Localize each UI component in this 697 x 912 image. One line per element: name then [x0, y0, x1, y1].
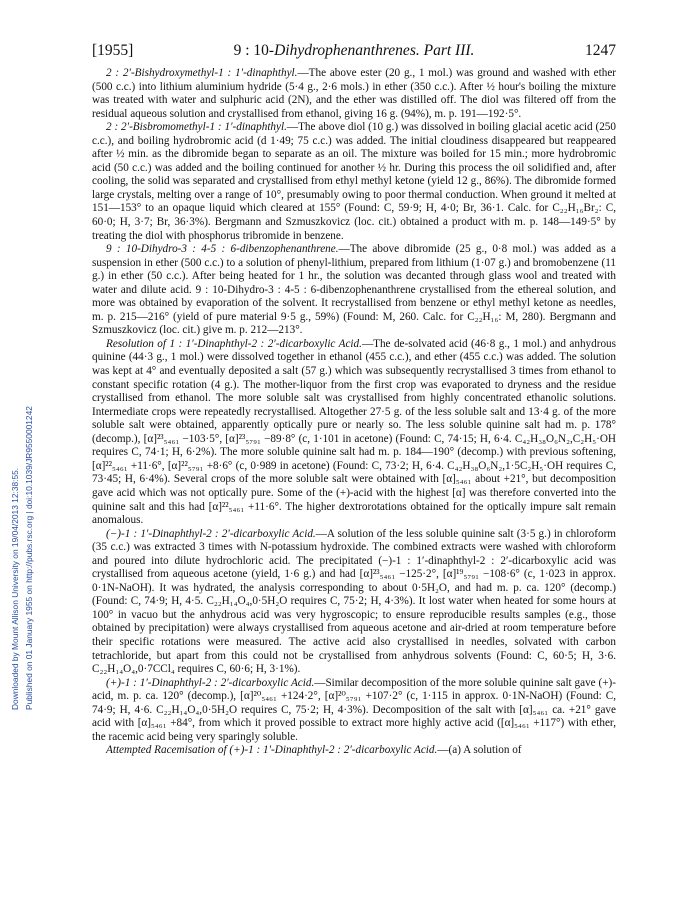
- paragraph-bisbromomethyl: [92, 121, 616, 243]
- section-heading: (+)-1 : 1′-Dinaphthyl-2 : 2′-dicarboxylic Acid.: [106, 676, 315, 689]
- running-title: [92, 41, 616, 61]
- paragraph-text: —Similar decomposition of the more soluble quinine salt gave (+)-acid, m. p. ca. 120° (decomp.), [α]²⁰₅₄₆₁ +124·2°, [α]²⁰₅₇₉₁ +107·2° (c, 1·115 in approx. 0·1N-NaOH) (Found: C, 74·9; H, 4·6. C₂₂H₁₄O₄,0·5H₂O requires C, 75·2; H, 4·3%). Decomposition of the salt with [α]₅₄₆₁ ca. +21° gave acid with [α]₅₄₆₁ +84°, from which it proved possible to extract more highly active acid ([α]₅₄₆₁ +117°) with ether, the racemic acid being very sparingly soluble.: [92, 676, 616, 743]
- paragraph-resolution: [92, 338, 616, 528]
- title-prefix: 9 : 10-: [233, 42, 275, 59]
- paragraph-dibenzophenanthrene: [92, 243, 616, 338]
- paragraph-bishydroxymethyl: [92, 67, 616, 121]
- paragraph-text: —(a) A solution of: [437, 744, 522, 757]
- page-number: 1247: [585, 42, 616, 59]
- paragraph-text: —The de-solvated acid (46·8 g., 1 mol.) and anhydrous quinine (44·3 g., 1 mol.) were dissolved together in ethanol (455 c.c.), and ether (455 c.c.) was added. The solution was kept at 4° and eventually deposited a salt (57 g.) which was subsequently recrystallised 3 times from ethanol to constant specific rotation (4 g.). The mother-liquor from the first crop was evaporated to dryness and the residue crystallised from ethanol. The more soluble salt was crystallised from highly concentrated ethanolic solutions. Intermediate crops were repeatedly recrystallised. Altogether 27·5 g. of the less soluble salt and 13·4 g. of the more soluble salt were obtained, apparently optically pure or nearly so. The less soluble quinine salt had m. p. 178° (decomp.), [α]²³₅₄₆₁ −103·5°, [α]²³₅₇₉₁ −89·8° (c, 1·101 in acetone) (Found: C, 74·15; H, 6·4. C₄₂H₃₈O₆N₂,C₂H₅·OH requires C, 74·1; H, 6·2%). The more soluble quinine salt had m. p. 184—190° (decomp.) with previous softening, [α]²²₅₄₆₁ +11·6°, [α]²²₅₇₉₁ +8·6° (c, 0·989 in acetone) (Found: C, 73·2; H, 6·4. C₄₂H₃₈O₆N₂,1·5C₂H₅·OH requires C, 73·45; H, 6·4%). Several crops of the more soluble salt were obtained with [α]₅₄₆₁ about +21°, but decomposition gave acid which was not optically pure. Some of the (+)-acid with the highest [α] was therefore converted into the quinine salt and this had [α]²²₅₄₆₁ +11·6°. The higher dextrorotations obtained for the optically impure salt remain anomalous.: [92, 337, 616, 527]
- paragraph-plus-acid: [92, 677, 616, 745]
- section-heading: 9 : 10-Dihydro-3 : 4-5 : 6-dibenzophenanthrene.: [106, 243, 339, 256]
- section-heading: Attempted Racemisation of (+)-1 : 1′-Dinaphthyl-2 : 2′-dicarboxylic Acid.: [106, 744, 438, 757]
- running-header: [92, 41, 616, 61]
- download-sidebar: [4, 150, 38, 710]
- section-heading: 2 : 2′-Bishydroxymethyl-1 : 1′-dinaphthyl.: [106, 67, 298, 79]
- paragraph-racemisation: [92, 744, 616, 758]
- download-info: Downloaded by Mount Allison University on 19/04/2013 12:38:55.: [10, 467, 20, 710]
- paragraph-text: —A solution of the less soluble quinine salt (3·5 g.) in chloroform (35 c.c.) was extracted 3 times with N-potassium hydroxide. The combined extracts were washed with chloroform and poured into dilute hydrochloric acid. The precipitated (−)-1 : 1′-dinaphthyl-2 : 2′-dicarboxylic acid was crystallised from aqueous acetone (yield, 1·6 g.) and had [α]²³₅₄₆₁ −125·2°, [α]¹⁹₅₇₉₁ −108·6° (c, 1·023 in approx. 0·1N-NaOH). It was hydrated, the analysis corresponding to about 0·5H₂O, and had m. p. ca. 120° (decomp.) (Found: C, 74·9; H, 4·5. C₂₂H₁₄O₄,0·5H₂O requires C, 75·2; H, 4·3%). It lost water when heated for some hours at 100° in vacuo but the anhydrous acid was very hygroscopic; to ensure reproducible results samples (e.g., those obtained by precipitation) were always crystallised from aqueous acetone and air-dried at room temperature before their specific rotations were measured. The active acid also crystallised in needles, solvated with carbon tetrachloride, but apart from this could not be crystallised from anhydrous solvents (Found: C, 60·5; H, 3·6. C₂₂H₁₄O₄,0·7CCl₄ requires C, 60·6; H, 3·1%).: [92, 527, 616, 676]
- title-italic: Dihydrophenanthrenes. Part III.: [274, 42, 475, 59]
- doi-link[interactable]: Published on 01 January 1955 on http://pubs.rsc.org | doi:10.1039/JR9550001242: [24, 406, 34, 710]
- section-heading: (−)-1 : 1′-Dinaphthyl-2 : 2′-dicarboxylic Acid.: [106, 527, 316, 540]
- paragraph-text: —The above diol (10 g.) was dissolved in boiling glacial acetic acid (250 c.c.), and boiling hydrobromic acid (d 1·49; 75 c.c.) was added. The initial cloudiness disappeared but reappeared after ½ min. as the dibromide began to separate as an oil. The mixture was boiled for 15 min.; more hydrobromic acid (50 c.c.) was added and the boiling continued for another ½ hr. During this process the oil solidified and, after cooling, the solid was separated and crystallised from ethyl methyl ketone (yield 12 g., 86%). The dibromide formed large crystals, melting over a range of 10°, presumably owing to poor thermal conduction. When ground it melted at 151—153° to an opaque liquid which cleared at 155° (Found: C, 59·9; H, 4·0; Br, 36·1. Calc. for C₂₂H₁₆Br₂: C, 60·0; H, 3·7; Br, 36·3%). Bergmann and Szmuszkovicz (loc. cit.) obtained a product with m. p. 148—149·5° by treating the diol with phosphorus tribromide in benzene.: [92, 121, 616, 242]
- section-heading: Resolution of 1 : 1′-Dinaphthyl-2 : 2′-dicarboxylic Acid.: [106, 337, 362, 350]
- paragraph-text: —The above dibromide (25 g., 0·8 mol.) was added as a suspension in ether (500 c.c.) to a solution of phenyl-lithium, prepared from lithium (1·07 g.) and bromobenzene (11 g.) in ether (50 c.c.). After being heated for 1 hr., the solution was decanted through glass wool and treated with water and dilute acid. 9 : 10-Dihydro-3 : 4-5 : 6-dibenzophenanthrene crystallised from the ethereal solution, and more was obtained by evaporation of the solvent. It recrystallised from benzene or ethyl methyl ketone as needles, m. p. 215—216° (yield of pure material 9·5 g., 59%) (Found: M, 260. Calc. for C₂₂H₁₆: M, 280). Bergmann and Szmuszkovicz (loc. cit.) give m. p. 212—213°.: [92, 243, 616, 337]
- paragraph-minus-acid: [92, 528, 616, 677]
- article-body: [92, 67, 616, 758]
- paragraph-text: —The above ester (20 g., 1 mol.) was ground and washed with ether (500 c.c.) into lithium aluminium hydride (5·4 g., 2·6 mols.) in ether (350 c.c.). After ½ hour's boiling the mixture was treated with water and sulphuric acid (2N), and the ether was distilled off. The diol was filtered off from the residual aqueous solution and crystallised from ethanol, giving 16 g. (94%), m. p. 191—192·5°.: [92, 67, 617, 120]
- section-heading: 2 : 2′-Bisbromomethyl-1 : 1′-dinaphthyl.: [106, 121, 287, 134]
- year: [1955]: [92, 42, 134, 59]
